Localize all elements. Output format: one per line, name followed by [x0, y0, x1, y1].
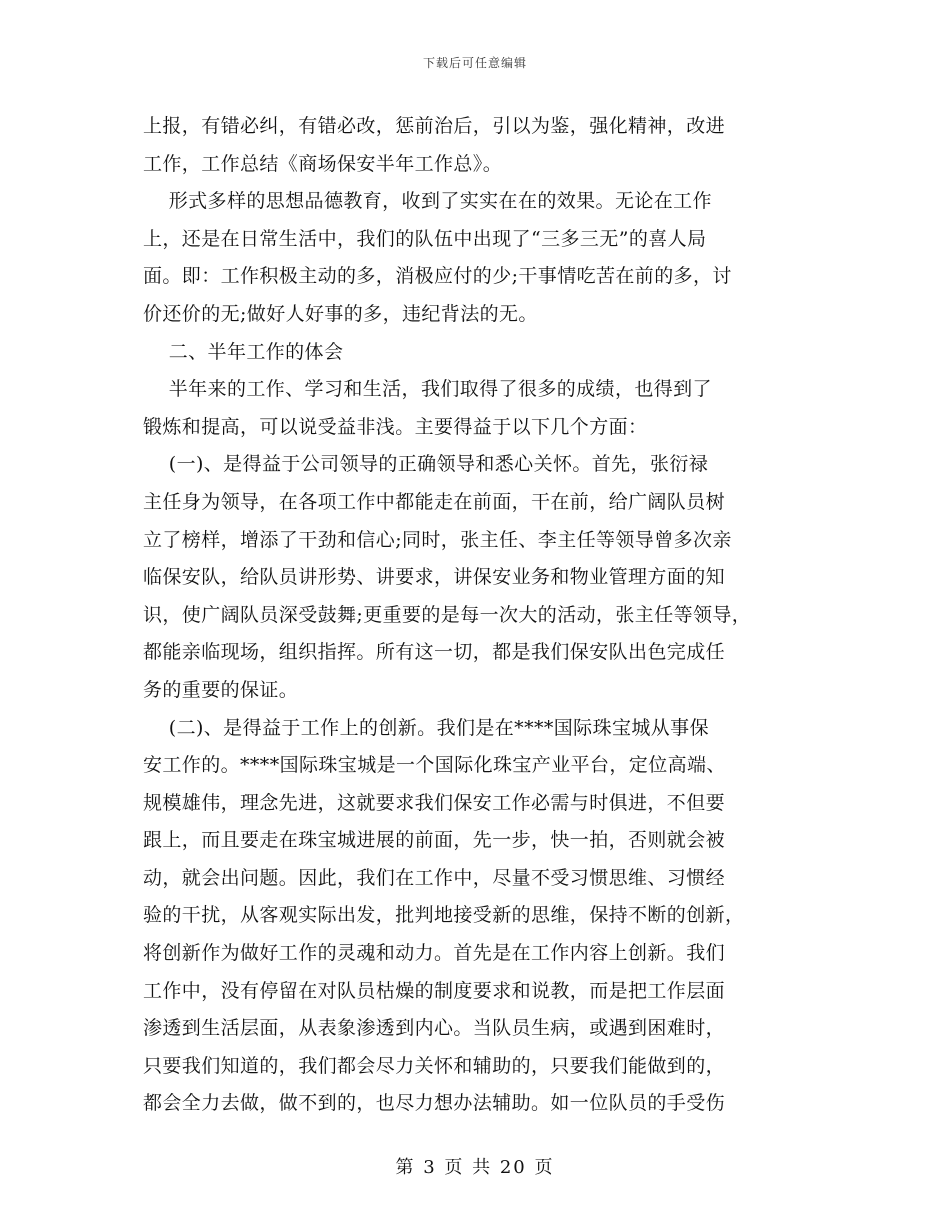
body-line: 将创新作为做好工作的灵魂和动力。首先是在工作内容上创新。我们 — [143, 942, 726, 965]
body-line: 价还价的无;做好人好事的多，违纪背法的无。 — [143, 302, 538, 325]
body-line: 规模雄伟，理念先进，这就要求我们保安工作必需与时俱进，不但要 — [143, 791, 726, 814]
body-line: 工作，工作总结《商场保安半年工作总》。 — [143, 152, 503, 175]
body-line: 半年来的工作、学习和生活，我们取得了很多的成绩，也得到了 — [143, 378, 712, 401]
body-line: 验的干扰，从客观实际出发，批判地接受新的思维，保持不断的创新， — [143, 904, 745, 927]
body-line: 上报，有错必纠，有错必改，惩前治后，引以为鉴，强化精神，改进 — [143, 115, 726, 137]
body-line: 立了榜样，增添了干劲和信心;同时，张主任、李主任等领导曾多次亲 — [143, 528, 732, 551]
body-line: 主任身为领导，在各项工作中都能走在前面，干在前，给广阔队员树 — [143, 490, 726, 513]
body-line: 锻炼和提高，可以说受益非浅。主要得益于以下几个方面： — [143, 415, 648, 438]
body-line: 上，还是在日常生活中，我们的队伍中出现了“三多三无”的喜人局 — [143, 227, 707, 250]
body-line: 识，使广阔队员深受鼓舞;更重要的是每一次大的活动，张主任等领导， — [143, 603, 752, 626]
page-header: 下载后可任意编辑 — [422, 56, 527, 70]
body-line: (一)、是得益于公司领导的正确领导和悉心关怀。首先，张衍禄 — [143, 453, 709, 476]
body-line: 务的重要的保证。 — [143, 678, 299, 701]
body-line: 都会全力去做，做不到的，也尽力想办法辅助。如一位队员的手受伤 — [143, 1092, 726, 1115]
body-line: 渗透到生活层面，从表象渗透到内心。当队员生病，或遇到困难时， — [143, 1017, 726, 1040]
page-number-footer: 第 3 页 共 20 页 — [395, 1157, 555, 1178]
body-line: 跟上，而且要走在珠宝城进展的前面，先一步，快一拍，否则就会被 — [143, 829, 726, 852]
body-line: 动，就会出问题。因此，我们在工作中，尽量不受习惯思维、习惯经 — [143, 866, 726, 889]
body-line: 工作中，没有停留在对队员枯燥的制度要求和说教，而是把工作层面 — [143, 979, 726, 1002]
body-line: (二)、是得益于工作上的创新。我们是在****国际珠宝城从事保 — [143, 716, 709, 739]
body-line: 临保安队，给队员讲形势、讲要求，讲保安业务和物业管理方面的知 — [143, 566, 726, 589]
body-line: 安工作的。****国际珠宝城是一个国际化珠宝产业平台，定位高端、 — [143, 754, 726, 777]
body-line: 只要我们知道的，我们都会尽力关怀和辅助的，只要我们能做到的， — [143, 1054, 726, 1077]
body-line: 都能亲临现场，组织指挥。所有这一切，都是我们保安队出色完成任 — [143, 641, 726, 664]
section-heading: 二、半年工作的体会 — [143, 340, 344, 363]
document-body — [143, 108, 823, 1123]
body-line: 形式多样的思想品德教育，收到了实实在在的效果。无论在工作 — [143, 190, 712, 213]
body-line: 面。即：工作积极主动的多，消极应付的少;干事情吃苦在前的多，讨 — [143, 265, 732, 288]
